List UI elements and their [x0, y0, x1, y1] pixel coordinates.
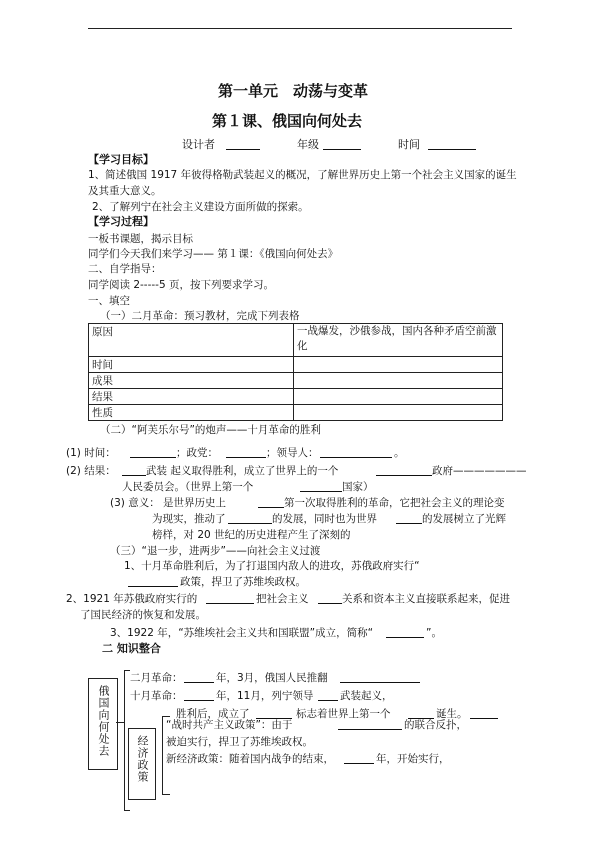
feb-blank-2 — [340, 682, 420, 683]
oct-blank-5 — [470, 718, 498, 719]
table-row-label: 时间 — [89, 357, 294, 373]
summary-heading: 二 知识整合 — [102, 642, 161, 655]
summary-left-box — [88, 678, 118, 770]
grade-label: 年级 — [297, 138, 319, 151]
oct-blank-1 — [184, 700, 214, 701]
oct-result-text: 武装 起义取得胜利，成立了世界上的一个 — [146, 465, 339, 477]
war-text-1: “战时共产主义政策”：由于 — [166, 719, 293, 731]
oct-text-4: 标志着世界上第一个 — [296, 708, 391, 720]
oct-line-end: 。 — [394, 447, 405, 459]
oct-result-blank-3 — [300, 491, 342, 492]
part-3-line-3b: ”。 — [426, 627, 442, 639]
war-text-3: 被迫实行，捍卫了苏维埃政权。 — [166, 736, 313, 748]
step-2: 二、自学指导： — [88, 263, 162, 275]
war-blank-1 — [338, 729, 402, 730]
oct-meaning-blank-1 — [258, 507, 284, 508]
oct-party-blank — [226, 457, 266, 458]
goal-1-line-1: 1、简述俄国 1917 年彼得格勒武装起义的概况，了解世界历史上第一个社会主义国家的诞生 — [88, 169, 517, 181]
oct-meaning-text-1: 第一次取得胜利的革命，它把社会主义的理论变 — [284, 497, 505, 509]
feb-blank-1 — [184, 682, 214, 683]
policy-bracket-top — [162, 716, 170, 717]
part-3-line-2c: 关系和资本主义直接联系起来，促进 — [342, 593, 510, 605]
designer-blank — [226, 149, 260, 150]
part-3-heading: （三）“退一步，进两步”——向社会主义过渡 — [110, 545, 321, 557]
part-3-blank-2 — [206, 603, 254, 604]
oct-result-gov: 政府——————— — [432, 465, 527, 477]
top-rule — [88, 28, 512, 29]
table-row-value[interactable] — [294, 357, 503, 373]
goal-1-line-2: 及其重大意义。 — [88, 185, 162, 197]
time-label: 时间 — [398, 138, 420, 151]
oct-party-label: ；政党： — [176, 447, 218, 459]
step-2-text: 同学阅读 2-----5 页，按下列要求学习。 — [88, 279, 274, 291]
part-3-line-2d: 了国民经济的恢复和发展。 — [80, 609, 206, 621]
unit-title: 第一单元 动荡与变革 — [218, 82, 369, 100]
oct-time-blank — [130, 457, 176, 458]
oct-meaning-text-2: 为现实，推动了 — [152, 513, 226, 525]
part-3-line-1: 1、十月革命胜利后，为了打退国内敌人的进攻，苏俄政府实行“ — [124, 560, 420, 572]
nep-blank-1 — [344, 763, 374, 764]
part-3-line-3a: 3、1922 年，“苏维埃社会主义共和国联盟”成立，简称“ — [110, 627, 374, 639]
part-3-line-2a: 2、1921 年苏俄政府实行的 — [66, 593, 198, 605]
oct-meaning-label: (3) 意义： 是世界历史上 — [110, 497, 227, 509]
oct-result-line-2: 人民委员会。（世界上第一个 — [122, 481, 254, 493]
part-1-heading: （一）二月革命：预习教材，完成下列表格 — [100, 310, 300, 322]
policy-bracket-bottom — [162, 794, 170, 795]
bracket-vertical — [124, 670, 125, 810]
oct-result-label: (2) 结果： — [66, 465, 116, 477]
goal-2: 2、了解列宁在社会主义建设方面所做的探索。 — [92, 201, 309, 213]
table-row-value[interactable] — [294, 405, 503, 421]
oct-text-5: 诞生。 — [436, 708, 468, 720]
grade-blank — [323, 149, 361, 150]
oct-blank-2 — [318, 700, 338, 701]
fill-heading: 一、填空 — [88, 295, 130, 307]
oct-meaning-text-5: 榜样，对 20 世纪的历史进程产生了深刻的 — [152, 529, 351, 541]
oct-text-2: 武装起义， — [340, 690, 393, 702]
bracket-bottom — [124, 810, 130, 811]
oct-leader-label: ；领导人： — [266, 447, 319, 459]
part-3-blank-1 — [128, 586, 178, 587]
oct-meaning-text-3: 的发展，同时也为世界 — [272, 513, 377, 525]
bracket-connector — [116, 722, 124, 723]
table-row-value[interactable]: 一战爆发，沙俄参战，国内各种矛盾空前激化 — [294, 324, 503, 357]
preview-table — [88, 323, 503, 421]
oct-result-state: 国家） — [342, 481, 374, 493]
part-3-line-2b: 把社会主义 — [256, 593, 309, 605]
process-heading: 【学习过程】 — [88, 215, 154, 228]
oct-meaning-blank-3 — [396, 523, 422, 524]
policy-bracket-vertical — [162, 716, 163, 794]
table-row-label: 成果 — [89, 373, 294, 389]
oct-leader-blank — [320, 457, 392, 458]
oct-result-blank-2 — [376, 475, 432, 476]
oct-text-3: 胜利后，成立了 — [176, 708, 250, 720]
part-2-heading: （二）“阿芙乐尔号”的炮声——十月革命的胜利 — [100, 424, 321, 436]
summary-left-label: 俄国向何处去 — [97, 685, 110, 757]
step-1: 一板书课题，揭示目标 — [88, 233, 193, 245]
oct-meaning-blank-2 — [228, 523, 272, 524]
oct-result-blank-1 — [122, 475, 146, 476]
oct-meaning-text-4: 的发展树立了光辉 — [422, 513, 506, 525]
feb-label: 二月革命： — [130, 672, 183, 684]
table-row-label: 结果 — [89, 389, 294, 405]
lesson-title: 第１课、俄国向何处去 — [212, 112, 363, 130]
oct-label: 十月革命： — [130, 690, 183, 702]
nep-text-1: 新经济政策：随着国内战争的结束， — [166, 753, 334, 765]
table-row-label: 原因 — [89, 324, 294, 357]
policy-label: 经济政策 — [136, 735, 149, 783]
step-1-text: 同学们今天我们来学习—— 第１课：《俄国向何处去》 — [88, 248, 339, 260]
designer-label: 设计者 — [182, 138, 215, 151]
part-3-blank-3 — [318, 603, 342, 604]
table-row-value[interactable] — [294, 373, 503, 389]
table-row-label: 性质 — [89, 405, 294, 421]
part-3-blank-4 — [386, 637, 424, 638]
oct-time-label: (1) 时间： — [66, 447, 116, 459]
part-3-line-1b: 政策，捍卫了苏维埃政权。 — [180, 576, 306, 588]
time-blank — [428, 149, 476, 150]
table-row-value[interactable] — [294, 389, 503, 405]
policy-box — [128, 728, 156, 800]
war-text-2: 的联合反扑， — [404, 719, 467, 731]
feb-text: 年，3月，俄国人民推翻 — [216, 672, 328, 684]
goals-heading: 【学习目标】 — [88, 153, 154, 166]
oct-text-1: 年，11月，列宁领导 — [216, 690, 314, 702]
nep-text-2: 年，开始实行， — [376, 753, 450, 765]
